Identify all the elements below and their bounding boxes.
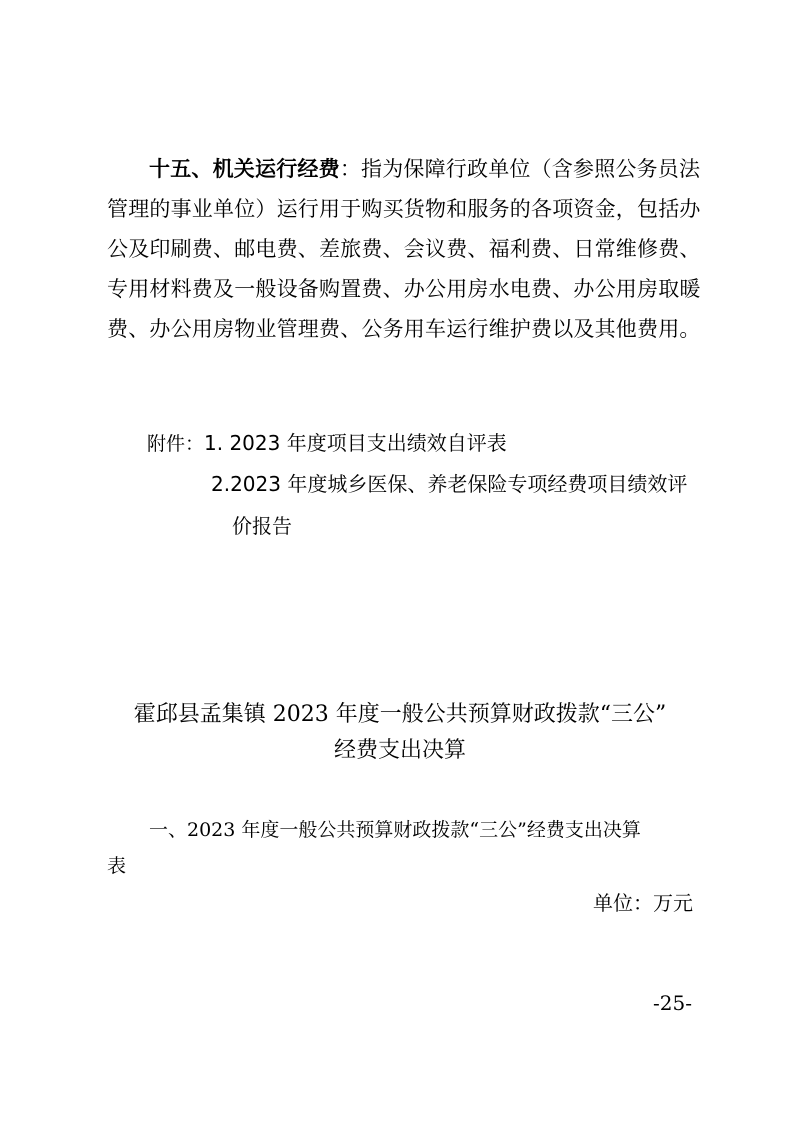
section-title-line-1: 霍邱县孟集镇 2023 年度一般公共预算财政拨款“三公” bbox=[133, 702, 667, 727]
definition-line-5: 费、办公用房物业管理费、公务用车运行维护费以及其他费用。 bbox=[107, 317, 701, 341]
subsection-line-1: 一、2023 年度一般公共预算财政拨款“三公”经费支出决算 bbox=[149, 819, 641, 841]
attachment-label: 附件： bbox=[147, 433, 205, 455]
subsection-heading bbox=[107, 812, 697, 884]
subsection-line-2: 表 bbox=[107, 855, 127, 877]
attachment-2-text-cont: 价报告 bbox=[232, 514, 292, 538]
definition-term: 十五、机关运行经费 bbox=[149, 157, 340, 181]
definition-paragraph bbox=[107, 149, 701, 349]
attachment-item-2 bbox=[211, 465, 687, 503]
attachment-item-2-cont bbox=[232, 507, 292, 545]
section-title bbox=[100, 697, 700, 769]
definition-line-4: 专用材料费及一般设备购置费、办公用房水电费、办公用房取暖 bbox=[107, 277, 701, 301]
section-title-line-2: 经费支出决算 bbox=[333, 738, 466, 763]
definition-line-3: 公及印刷费、邮电费、差旅费、会议费、福利费、日常维修费、 bbox=[107, 237, 701, 261]
definition-text: ：指为保障行政单位（含参照公务员法 bbox=[339, 157, 701, 181]
attachment-2-text: 2.2023 年度城乡医保、养老保险专项经费项目绩效评 bbox=[211, 472, 688, 496]
definition-line-1 bbox=[107, 149, 701, 189]
definition-line-2: 管理的事业单位）运行用于购买货物和服务的各项资金，包括办 bbox=[107, 197, 701, 221]
attachment-1-text: 1. 2023 年度项目支出绩效自评表 bbox=[204, 431, 507, 455]
attachment-item-1 bbox=[147, 424, 507, 463]
unit-label: 单位：万元 bbox=[593, 891, 693, 915]
page-number: -25- bbox=[653, 991, 692, 1015]
